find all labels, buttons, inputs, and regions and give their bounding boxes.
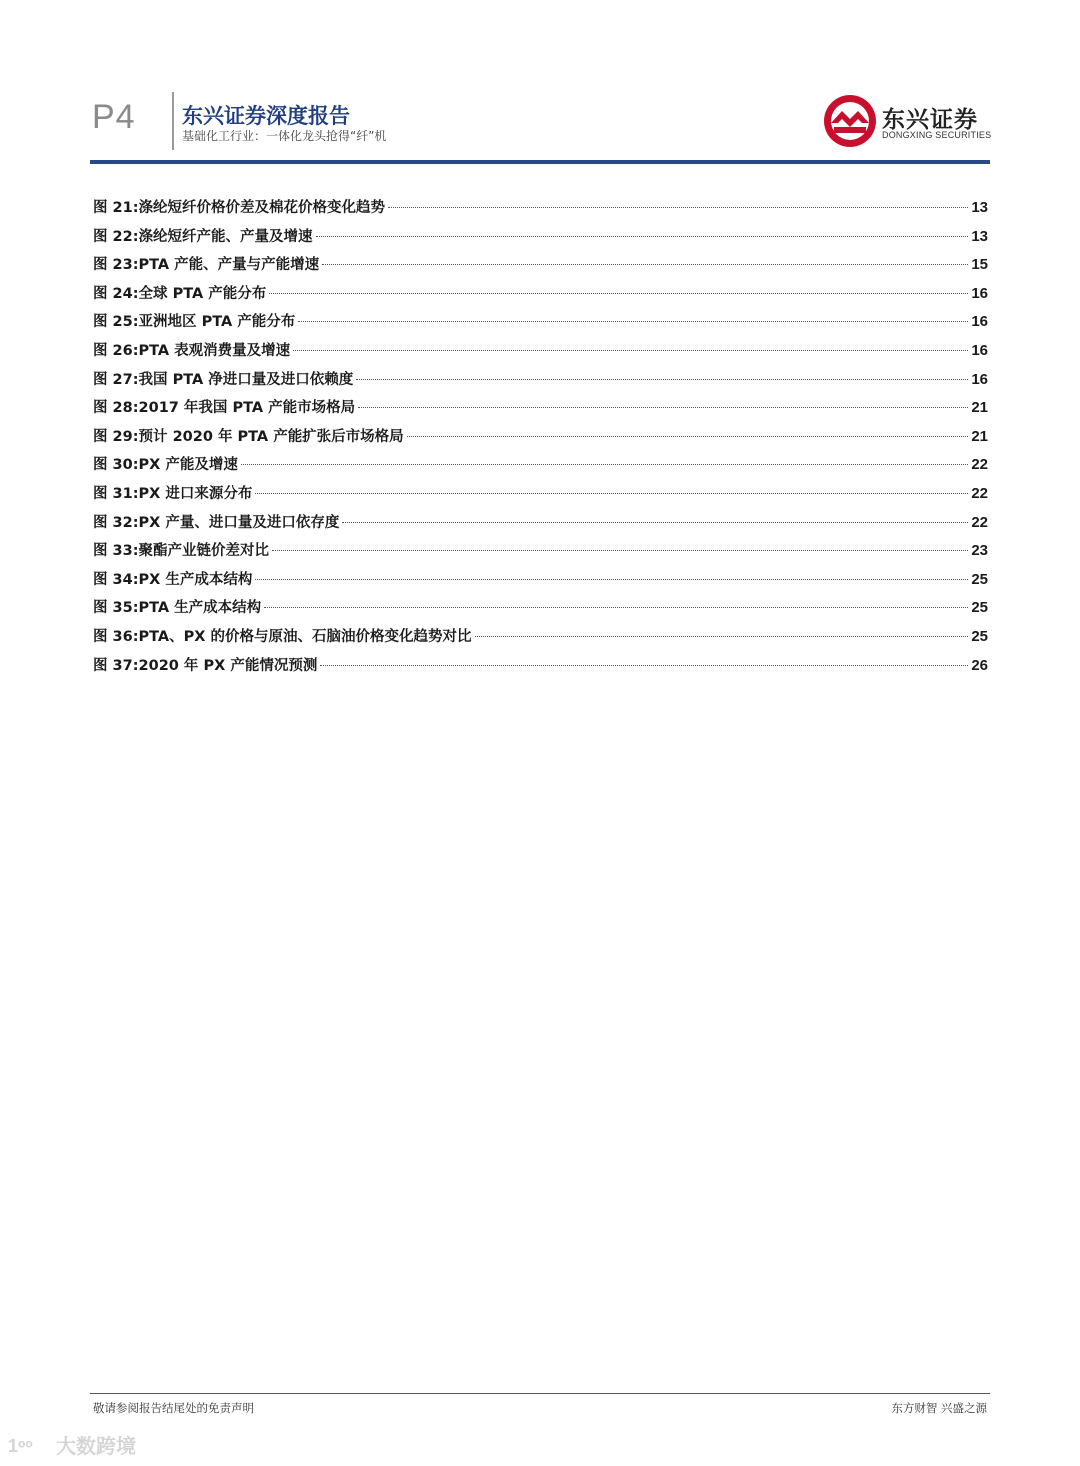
report-title: 东兴证券深度报告 — [182, 104, 350, 128]
toc-entry-page: 13 — [971, 227, 988, 245]
logo-text: 东兴证券 — [882, 107, 978, 133]
toc-entry-page: 26 — [971, 656, 988, 674]
toc-entry-label: 图 30:PX 产能及增速 — [93, 457, 238, 474]
toc-entry-page: 23 — [971, 542, 988, 560]
watermark-logo-icon — [8, 1434, 52, 1456]
toc-entry-page: 25 — [971, 599, 988, 617]
toc-dot-leader — [407, 436, 969, 437]
toc-entry[interactable] — [93, 482, 988, 511]
toc-dot-leader — [475, 636, 969, 637]
toc-entry-page: 22 — [971, 484, 988, 502]
toc-entry-page: 21 — [971, 399, 988, 417]
footer-disclaimer: 敬请参阅报告结尾处的免责声明 — [93, 1401, 254, 1415]
footer-slogan: 东方财智 兴盛之源 — [891, 1401, 987, 1415]
toc-entry-label: 图 26:PTA 表观消费量及增速 — [93, 342, 291, 359]
toc-entry-label: 图 36:PTA、PX 的价格与原油、石脑油价格变化趋势对比 — [93, 628, 472, 645]
toc-entry-label: 图 27:我国 PTA 净进口量及进口依赖度 — [93, 371, 354, 388]
logo-emblem-icon — [822, 93, 878, 149]
toc-entry-page: 25 — [971, 627, 988, 645]
toc-entry-label: 图 37:2020 年 PX 产能情况预测 — [93, 657, 318, 674]
toc-dot-leader — [322, 264, 968, 265]
toc-entry-page: 13 — [971, 199, 988, 216]
toc-entry-page: 22 — [971, 456, 988, 474]
toc-entry-page: 25 — [971, 570, 988, 588]
toc-entry[interactable] — [93, 625, 988, 654]
toc-dot-leader — [272, 550, 968, 551]
toc-entry-label: 图 33:聚酯产业链价差对比 — [93, 543, 270, 560]
toc-entry[interactable] — [93, 196, 988, 225]
company-logo — [822, 93, 992, 151]
toc-dot-leader — [342, 522, 968, 523]
toc-entry[interactable] — [93, 539, 988, 568]
toc-dot-leader — [264, 607, 968, 608]
toc-entry-label: 图 23:PTA 产能、产量与产能增速 — [93, 257, 320, 274]
watermark — [8, 1430, 136, 1459]
toc-entry-page: 16 — [971, 370, 988, 388]
toc-dot-leader — [293, 350, 968, 351]
toc-entry[interactable] — [93, 396, 988, 425]
svg-text:1ᵒᵒ: 1ᵒᵒ — [8, 1435, 33, 1456]
toc-entry-page: 15 — [971, 256, 988, 274]
toc-entry[interactable] — [93, 225, 988, 254]
toc-entry[interactable] — [93, 253, 988, 282]
header-divider — [172, 92, 174, 150]
toc-entry[interactable] — [93, 453, 988, 482]
toc-entry[interactable] — [93, 568, 988, 597]
toc-entry-label: 图 32:PX 产量、进口量及进口依存度 — [93, 514, 340, 531]
toc-entry[interactable] — [93, 654, 988, 683]
toc-entry[interactable] — [93, 596, 988, 625]
toc-entry-label: 图 34:PX 生产成本结构 — [93, 571, 253, 588]
figure-toc — [93, 196, 988, 682]
toc-entry-page: 16 — [971, 313, 988, 331]
toc-dot-leader — [255, 579, 968, 580]
toc-entry-label: 图 35:PTA 生产成本结构 — [93, 600, 262, 617]
toc-dot-leader — [255, 493, 968, 494]
toc-entry-page: 22 — [971, 513, 988, 531]
toc-entry[interactable] — [93, 511, 988, 540]
toc-entry[interactable] — [93, 425, 988, 454]
toc-entry-label: 图 29:预计 2020 年 PTA 产能扩张后市场格局 — [93, 428, 404, 445]
report-subtitle: 基础化工行业：一体化龙头抢得“纤”机 — [182, 129, 387, 143]
header-rule — [90, 160, 990, 164]
toc-entry-page: 21 — [971, 427, 988, 445]
watermark-text: 大数跨境 — [56, 1434, 136, 1458]
toc-entry-page: 16 — [971, 284, 988, 302]
toc-dot-leader — [388, 207, 968, 208]
logo-subtext: DONGXING SECURITIES — [882, 130, 992, 140]
toc-entry-label: 图 21:涤纶短纤价格价差及棉花价格变化趋势 — [93, 200, 386, 216]
toc-dot-leader — [320, 665, 968, 666]
toc-entry-label: 图 28:2017 年我国 PTA 产能市场格局 — [93, 400, 356, 417]
toc-entry-label: 图 22:涤纶短纤产能、产量及增速 — [93, 228, 313, 245]
toc-entry-label: 图 25:亚洲地区 PTA 产能分布 — [93, 314, 296, 331]
toc-entry[interactable] — [93, 339, 988, 368]
toc-entry[interactable] — [93, 282, 988, 311]
toc-dot-leader — [269, 293, 968, 294]
toc-dot-leader — [358, 407, 968, 408]
toc-entry-label: 图 31:PX 进口来源分布 — [93, 485, 253, 502]
toc-dot-leader — [298, 321, 968, 322]
footer-rule — [90, 1393, 990, 1394]
toc-entry-label: 图 24:全球 PTA 产能分布 — [93, 285, 267, 302]
toc-dot-leader — [356, 379, 968, 380]
toc-entry-page: 16 — [971, 341, 988, 359]
toc-entry[interactable] — [93, 310, 988, 339]
toc-entry[interactable] — [93, 368, 988, 397]
page-number: P4 — [92, 98, 136, 136]
toc-dot-leader — [241, 464, 968, 465]
toc-dot-leader — [316, 236, 969, 237]
